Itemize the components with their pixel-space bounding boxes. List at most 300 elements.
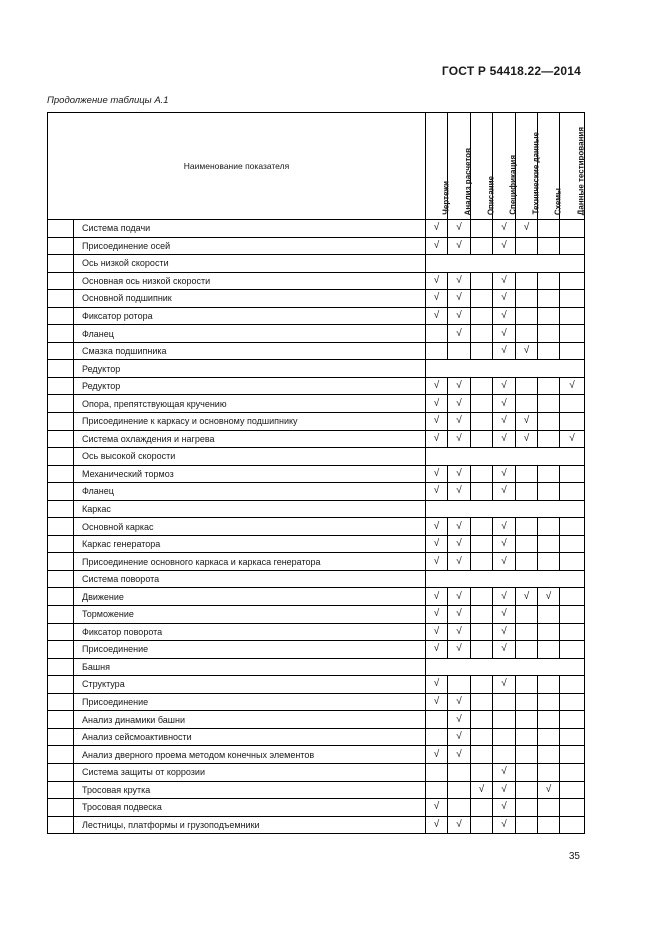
mark-cell [560, 746, 585, 764]
mark-cell [560, 272, 585, 290]
row-blank-cell [48, 623, 74, 641]
row-name-cell: Лестницы, платформы и грузоподъемники [74, 816, 426, 834]
mark-cell [538, 377, 560, 395]
mark-cell [538, 483, 560, 501]
mark-cell [560, 237, 585, 255]
column-header-label: Анализ расчетов [463, 147, 473, 215]
mark-cell: √ [426, 623, 448, 641]
row-name-cell: Анализ дверного проема методом конечных элементов [74, 746, 426, 764]
row-blank-cell [48, 360, 74, 378]
column-header [516, 113, 538, 220]
mark-cell [538, 763, 560, 781]
mark-cell: √ [493, 430, 516, 448]
mark-cell [448, 763, 471, 781]
mark-cell [471, 535, 493, 553]
column-header-label: Данные тестирования [576, 126, 586, 215]
mark-cell [538, 395, 560, 413]
row-blank-cell [48, 746, 74, 764]
mark-cell [560, 623, 585, 641]
table-row [48, 483, 585, 501]
row-blank-cell [48, 500, 74, 518]
column-header [538, 113, 560, 220]
mark-cell [471, 465, 493, 483]
mark-cell [516, 395, 538, 413]
mark-cell: √ [493, 763, 516, 781]
row-blank-cell [48, 553, 74, 571]
mark-cell [516, 728, 538, 746]
mark-cell: √ [426, 307, 448, 325]
mark-cell [471, 220, 493, 238]
mark-cell [448, 799, 471, 817]
table-caption: Продолжение таблицы А.1 [47, 95, 169, 106]
mark-cell [426, 342, 448, 360]
mark-cell [471, 237, 493, 255]
mark-cell: √ [493, 606, 516, 624]
row-blank-cell [48, 290, 74, 308]
table-row [48, 430, 585, 448]
mark-cell [560, 711, 585, 729]
table-row [48, 553, 585, 571]
row-name-cell: Башня [74, 658, 426, 676]
mark-cell [516, 781, 538, 799]
row-name-cell: Редуктор [74, 360, 426, 378]
mark-cell: √ [448, 553, 471, 571]
row-name-cell: Система охлаждения и нагрева [74, 430, 426, 448]
mark-cell: √ [493, 465, 516, 483]
mark-cell [516, 553, 538, 571]
mark-cell: √ [426, 535, 448, 553]
row-name-cell: Смазка подшипника [74, 342, 426, 360]
mark-cell [538, 711, 560, 729]
row-blank-cell [48, 693, 74, 711]
row-blank-cell [48, 781, 74, 799]
table-group-row [48, 448, 585, 466]
mark-cell [448, 676, 471, 694]
row-name-cell: Структура [74, 676, 426, 694]
mark-cell [471, 290, 493, 308]
row-blank-cell [48, 395, 74, 413]
mark-cell: √ [426, 413, 448, 431]
mark-cell [471, 377, 493, 395]
mark-cell [538, 325, 560, 343]
mark-cell: √ [448, 816, 471, 834]
mark-cell [538, 676, 560, 694]
mark-cell: √ [426, 395, 448, 413]
mark-cell: √ [448, 325, 471, 343]
mark-cell [560, 799, 585, 817]
mark-cell: √ [426, 641, 448, 659]
table-row [48, 272, 585, 290]
group-empty-cell [426, 570, 585, 588]
mark-cell [516, 290, 538, 308]
table-row [48, 220, 585, 238]
row-name-cell: Механический тормоз [74, 465, 426, 483]
mark-cell [538, 342, 560, 360]
column-header-label: Спецификация [508, 155, 518, 215]
mark-cell: √ [448, 711, 471, 729]
mark-cell [560, 483, 585, 501]
mark-cell [471, 799, 493, 817]
table-row [48, 342, 585, 360]
row-name-cell: Анализ сейсмоактивности [74, 728, 426, 746]
mark-cell [516, 746, 538, 764]
mark-cell: √ [516, 220, 538, 238]
group-empty-cell [426, 500, 585, 518]
mark-cell [516, 325, 538, 343]
mark-cell: √ [516, 430, 538, 448]
row-name-cell: Фланец [74, 483, 426, 501]
mark-cell: √ [516, 588, 538, 606]
mark-cell: √ [448, 483, 471, 501]
mark-cell [516, 816, 538, 834]
mark-cell [516, 641, 538, 659]
mark-cell: √ [426, 465, 448, 483]
row-name-cell: Основной подшипник [74, 290, 426, 308]
mark-cell: √ [448, 728, 471, 746]
column-header [560, 113, 585, 220]
mark-cell [538, 553, 560, 571]
mark-cell: √ [426, 588, 448, 606]
row-name-cell: Каркас генератора [74, 535, 426, 553]
mark-cell [560, 413, 585, 431]
table-row [48, 816, 585, 834]
mark-cell [471, 728, 493, 746]
mark-cell: √ [538, 588, 560, 606]
table-row [48, 237, 585, 255]
mark-cell [471, 816, 493, 834]
mark-cell: √ [426, 606, 448, 624]
mark-cell [538, 518, 560, 536]
table-row [48, 413, 585, 431]
row-name-cell: Фиксатор поворота [74, 623, 426, 641]
mark-cell: √ [493, 781, 516, 799]
mark-cell [448, 342, 471, 360]
row-blank-cell [48, 799, 74, 817]
row-blank-cell [48, 518, 74, 536]
row-name-cell: Присоединение [74, 693, 426, 711]
table-row [48, 746, 585, 764]
mark-cell [560, 676, 585, 694]
mark-cell: √ [493, 342, 516, 360]
column-header-label: Описание [486, 175, 495, 215]
row-blank-cell [48, 430, 74, 448]
mark-cell [516, 799, 538, 817]
mark-cell: √ [426, 290, 448, 308]
row-name-cell: Анализ динамики башни [74, 711, 426, 729]
mark-cell [493, 746, 516, 764]
mark-cell: √ [493, 623, 516, 641]
mark-cell [516, 483, 538, 501]
mark-cell: √ [493, 395, 516, 413]
row-name-cell: Тросовая подвеска [74, 799, 426, 817]
mark-cell: √ [560, 430, 585, 448]
row-blank-cell [48, 728, 74, 746]
mark-cell: √ [493, 816, 516, 834]
mark-cell: √ [448, 518, 471, 536]
mark-cell: √ [448, 377, 471, 395]
row-blank-cell [48, 342, 74, 360]
row-name-cell: Присоединение осей [74, 237, 426, 255]
table-row [48, 535, 585, 553]
mark-cell [493, 693, 516, 711]
mark-cell [560, 763, 585, 781]
mark-cell: √ [448, 237, 471, 255]
mark-cell: √ [448, 272, 471, 290]
table-row [48, 641, 585, 659]
mark-cell: √ [426, 816, 448, 834]
mark-cell: √ [493, 220, 516, 238]
mark-cell [560, 816, 585, 834]
mark-cell [560, 325, 585, 343]
mark-cell: √ [448, 395, 471, 413]
table-row [48, 465, 585, 483]
mark-cell: √ [493, 588, 516, 606]
column-header-name: Наименование показателя [48, 113, 426, 220]
row-blank-cell [48, 606, 74, 624]
table-row [48, 728, 585, 746]
mark-cell [538, 623, 560, 641]
mark-cell [560, 641, 585, 659]
mark-cell [493, 711, 516, 729]
row-name-cell: Присоединение к каркасу и основному подшипнику [74, 413, 426, 431]
row-blank-cell [48, 307, 74, 325]
mark-cell: √ [448, 641, 471, 659]
mark-cell: √ [493, 553, 516, 571]
mark-cell [471, 623, 493, 641]
mark-cell [538, 535, 560, 553]
group-empty-cell [426, 360, 585, 378]
row-blank-cell [48, 570, 74, 588]
row-blank-cell [48, 816, 74, 834]
mark-cell: √ [493, 377, 516, 395]
mark-cell [538, 606, 560, 624]
table-row [48, 763, 585, 781]
mark-cell [516, 676, 538, 694]
mark-cell [560, 535, 585, 553]
page-number: 35 [568, 851, 580, 862]
mark-cell [471, 342, 493, 360]
mark-cell: √ [448, 746, 471, 764]
mark-cell: √ [448, 307, 471, 325]
table-group-row [48, 658, 585, 676]
column-header-label: Технические данные [531, 132, 540, 215]
mark-cell: √ [426, 746, 448, 764]
row-name-cell: Опора, препятствующая кручению [74, 395, 426, 413]
table-group-row [48, 570, 585, 588]
table-group-row [48, 255, 585, 273]
mark-cell [560, 465, 585, 483]
table-row [48, 623, 585, 641]
mark-cell [426, 763, 448, 781]
column-header [493, 113, 516, 220]
mark-cell [471, 711, 493, 729]
mark-cell [471, 676, 493, 694]
mark-cell [471, 307, 493, 325]
table-row [48, 307, 585, 325]
mark-cell: √ [448, 623, 471, 641]
mark-cell: √ [426, 220, 448, 238]
mark-cell [516, 693, 538, 711]
column-header [448, 113, 471, 220]
mark-cell [538, 693, 560, 711]
group-empty-cell [426, 658, 585, 676]
mark-cell [471, 483, 493, 501]
row-blank-cell [48, 413, 74, 431]
row-blank-cell [48, 641, 74, 659]
mark-cell [426, 728, 448, 746]
mark-cell [560, 553, 585, 571]
mark-cell [538, 290, 560, 308]
mark-cell [560, 290, 585, 308]
document-code: ГОСТ Р 54418.22—2014 [441, 64, 581, 78]
mark-cell [471, 588, 493, 606]
mark-cell [471, 693, 493, 711]
mark-cell [471, 430, 493, 448]
mark-cell [538, 816, 560, 834]
mark-cell [538, 430, 560, 448]
mark-cell [471, 553, 493, 571]
mark-cell: √ [560, 377, 585, 395]
mark-cell: √ [493, 272, 516, 290]
mark-cell [471, 641, 493, 659]
mark-cell [516, 377, 538, 395]
mark-cell [471, 325, 493, 343]
mark-cell [471, 746, 493, 764]
mark-cell: √ [493, 483, 516, 501]
mark-cell [448, 781, 471, 799]
mark-cell: √ [426, 237, 448, 255]
row-name-cell: Основная ось низкой скорости [74, 272, 426, 290]
mark-cell [471, 413, 493, 431]
table-group-row [48, 360, 585, 378]
mark-cell [516, 623, 538, 641]
row-name-cell: Фланец [74, 325, 426, 343]
mark-cell [560, 728, 585, 746]
mark-cell [538, 237, 560, 255]
mark-cell: √ [448, 290, 471, 308]
column-header [471, 113, 493, 220]
mark-cell [516, 711, 538, 729]
row-blank-cell [48, 535, 74, 553]
mark-cell [516, 518, 538, 536]
row-name-cell: Редуктор [74, 377, 426, 395]
mark-cell [560, 781, 585, 799]
row-blank-cell [48, 483, 74, 501]
mark-cell [560, 395, 585, 413]
row-name-cell: Основной каркас [74, 518, 426, 536]
mark-cell [516, 535, 538, 553]
column-header-label: Схемы [553, 187, 562, 215]
mark-cell [426, 325, 448, 343]
mark-cell [538, 728, 560, 746]
row-blank-cell [48, 658, 74, 676]
mark-cell: √ [493, 290, 516, 308]
mark-cell [426, 711, 448, 729]
table-row [48, 518, 585, 536]
row-blank-cell [48, 676, 74, 694]
mark-cell [538, 746, 560, 764]
table-row [48, 290, 585, 308]
indicators-table [47, 112, 585, 834]
mark-cell [493, 728, 516, 746]
table-body [48, 220, 585, 834]
mark-cell: √ [493, 799, 516, 817]
table-header-row [48, 113, 585, 220]
mark-cell [516, 763, 538, 781]
mark-cell [560, 307, 585, 325]
table-row [48, 781, 585, 799]
mark-cell: √ [426, 430, 448, 448]
row-name-cell: Торможение [74, 606, 426, 624]
column-header [426, 113, 448, 220]
row-name-cell: Каркас [74, 500, 426, 518]
mark-cell: √ [493, 325, 516, 343]
mark-cell [471, 518, 493, 536]
mark-cell: √ [448, 606, 471, 624]
mark-cell [538, 272, 560, 290]
row-blank-cell [48, 711, 74, 729]
table-group-row [48, 500, 585, 518]
mark-cell [471, 606, 493, 624]
table-row [48, 377, 585, 395]
row-name-cell: Движение [74, 588, 426, 606]
mark-cell: √ [448, 535, 471, 553]
mark-cell: √ [493, 676, 516, 694]
row-name-cell: Система подачи [74, 220, 426, 238]
mark-cell: √ [516, 413, 538, 431]
mark-cell [538, 799, 560, 817]
mark-cell [538, 413, 560, 431]
row-name-cell: Тросовая крутка [74, 781, 426, 799]
mark-cell: √ [538, 781, 560, 799]
row-name-cell: Ось низкой скорости [74, 255, 426, 273]
column-header-label: Чертежи [441, 181, 450, 215]
mark-cell: √ [448, 588, 471, 606]
mark-cell: √ [493, 535, 516, 553]
row-blank-cell [48, 465, 74, 483]
mark-cell: √ [493, 237, 516, 255]
mark-cell [560, 588, 585, 606]
row-blank-cell [48, 255, 74, 273]
mark-cell [538, 307, 560, 325]
mark-cell: √ [448, 465, 471, 483]
mark-cell: √ [493, 641, 516, 659]
mark-cell [538, 465, 560, 483]
row-name-cell: Система поворота [74, 570, 426, 588]
mark-cell: √ [471, 781, 493, 799]
mark-cell: √ [493, 307, 516, 325]
mark-cell [560, 342, 585, 360]
group-empty-cell [426, 255, 585, 273]
mark-cell: √ [426, 676, 448, 694]
row-blank-cell [48, 325, 74, 343]
row-name-cell: Ось высокой скорости [74, 448, 426, 466]
table-row [48, 711, 585, 729]
row-blank-cell [48, 588, 74, 606]
mark-cell [471, 763, 493, 781]
row-name-cell: Присоединение основного каркаса и каркаса генератора [74, 553, 426, 571]
mark-cell: √ [426, 483, 448, 501]
mark-cell [471, 395, 493, 413]
mark-cell [560, 518, 585, 536]
mark-cell [516, 307, 538, 325]
row-name-cell: Система защиты от коррозии [74, 763, 426, 781]
mark-cell: √ [493, 518, 516, 536]
mark-cell [516, 237, 538, 255]
mark-cell [560, 693, 585, 711]
table-row [48, 588, 585, 606]
mark-cell [538, 641, 560, 659]
